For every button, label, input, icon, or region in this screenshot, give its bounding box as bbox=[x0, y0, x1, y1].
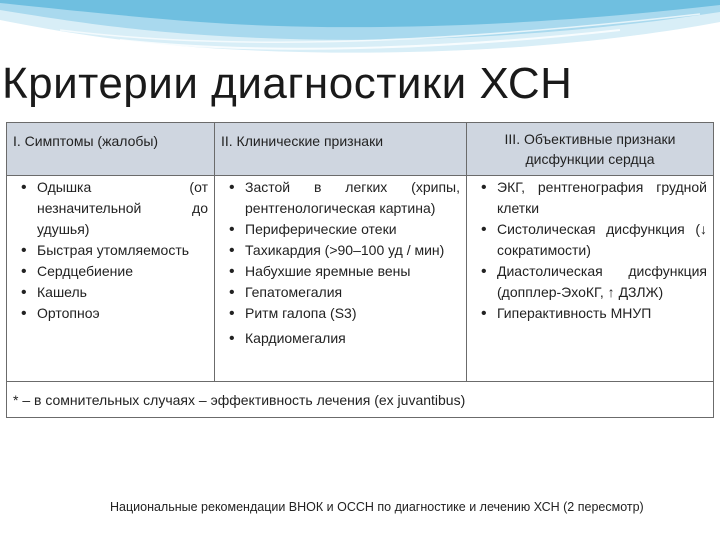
list-item: • Набухшие яремные вены bbox=[215, 261, 466, 282]
list-item: • ЭКГ, рентгенография грудной клетки bbox=[467, 177, 713, 219]
clinical-signs-list bbox=[215, 177, 466, 349]
header-symptoms: I. Симптомы (жалобы) bbox=[13, 133, 159, 149]
list-item: • Одышка (от незначительной до удушья) bbox=[7, 177, 214, 240]
source-citation: Национальные рекомендации ВНОК и ОССН по диагностике и лечению ХСН (2 пересмотр) bbox=[110, 500, 644, 514]
header-clinical-signs: II. Клинические признаки bbox=[221, 133, 384, 149]
column-objective-signs bbox=[467, 123, 713, 381]
slide-title: Критерии диагностики ХСН bbox=[2, 59, 573, 108]
list-item: • Ритм галопа (S3) bbox=[215, 303, 466, 324]
list-item: • Кардиомегалия bbox=[215, 328, 466, 349]
list-item: • Систолическая дисфункция (↓ сократимости) bbox=[467, 219, 713, 261]
list-item: • Быстрая утомляемость bbox=[7, 240, 214, 261]
column-clinical-signs bbox=[215, 123, 467, 381]
header-wave-decoration bbox=[0, 0, 720, 60]
list-item: • Застой в легких (хрипы, рентгенологическая картина) bbox=[215, 177, 466, 219]
list-item: • Диастолическая дисфункция (допплер-ЭхоКГ, ↑ ДЗЛЖ) bbox=[467, 261, 713, 303]
symptoms-list bbox=[7, 177, 214, 324]
list-item: • Гепатомегалия bbox=[215, 282, 466, 303]
table-footnote: * – в сомнительных случаях – эффективность лечения (ex juvantibus) bbox=[7, 381, 713, 417]
list-item: • Сердцебиение bbox=[7, 261, 214, 282]
column-symptoms bbox=[7, 123, 215, 381]
list-item: • Ортопноэ bbox=[7, 303, 214, 324]
header-objective-signs: III. Объективные признаки дисфункции сердца bbox=[504, 131, 676, 167]
list-item: • Периферические отеки bbox=[215, 219, 466, 240]
objective-signs-list bbox=[467, 177, 713, 324]
criteria-table bbox=[6, 122, 714, 418]
list-item: • Тахикардия (>90–100 уд / мин) bbox=[215, 240, 466, 261]
list-item: • Гиперактивность МНУП bbox=[467, 303, 713, 324]
list-item: • Кашель bbox=[7, 282, 214, 303]
